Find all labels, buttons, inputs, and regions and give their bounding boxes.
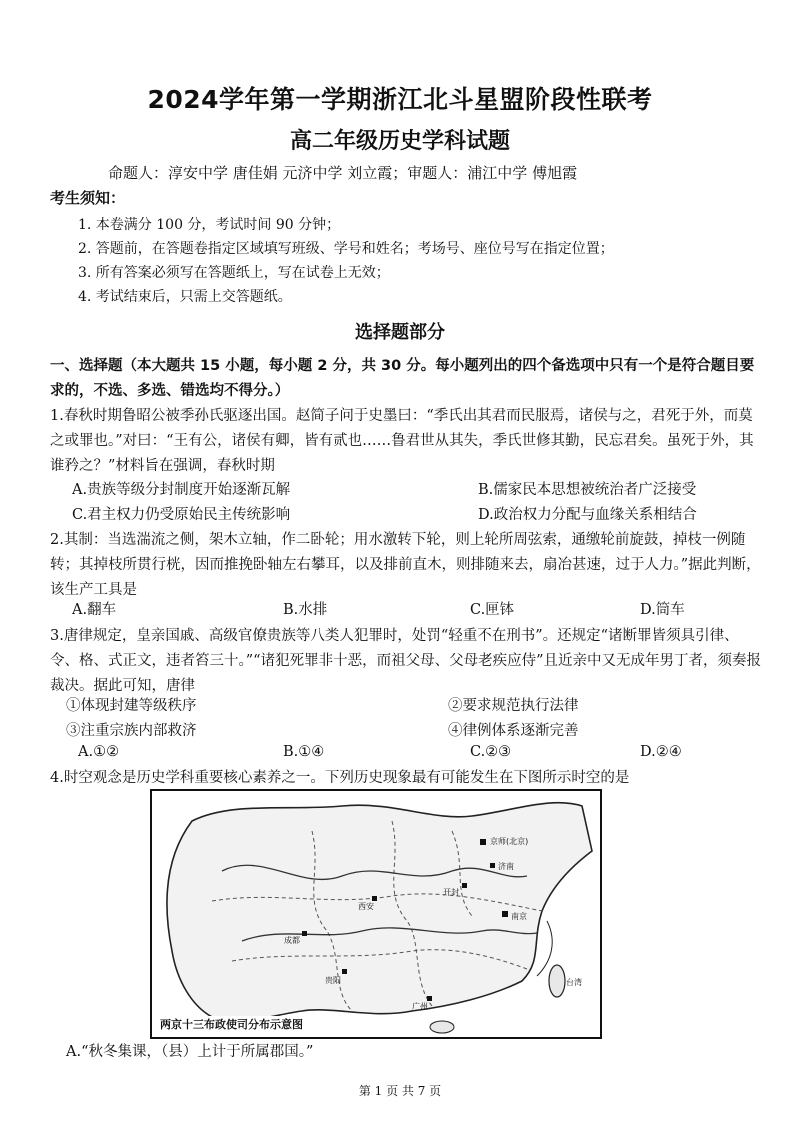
question-4-stem: 4.时空观念是历史学科重要核心素养之一。下列历史现象最有可能发生在下图所示时空的是 xyxy=(50,770,630,786)
question-2-option-b: B.水排 xyxy=(283,602,328,618)
question-3-option-b: B.①④ xyxy=(283,744,325,760)
question-1-stem: 1.春秋时期鲁昭公被季孙氏驱逐出国。赵简子问于史墨曰：“季氏出其君而民服焉，诸侯与之，君死于外，而莫之或罪也。”对曰：“王有公，诸侯有卿，皆有贰也……鲁君世从其失，季氏世修其勤，民忘君矣。虽死于外，其谁矜之？”材料旨在强调，春秋时期 xyxy=(50,408,754,474)
exam-title: 2024学年第一学期浙江北斗星盟阶段性联考 xyxy=(147,85,653,114)
question-3-option-d: D.②④ xyxy=(640,744,682,760)
city-marker-xian xyxy=(372,896,377,901)
question-2-option-a: A.翻车 xyxy=(72,602,117,618)
question-1-option-c: C.君主权力仍受原始民主传统影响 xyxy=(72,507,291,523)
ming-map-graphic xyxy=(152,791,600,1037)
question-2-option-c: C.匣钵 xyxy=(470,602,515,618)
exam-subtitle: 高二年级历史学科试题 xyxy=(289,129,510,154)
question-1-option-b: B.儒家民本思想被统治者广泛接受 xyxy=(478,482,697,498)
notice-item: 3. 所有答案必须写在答题纸上，写在试卷上无效； xyxy=(78,265,390,281)
map-label-jinan: 济南 xyxy=(498,862,514,871)
city-marker-nanjing xyxy=(502,911,508,917)
section-title: 选择题部分 xyxy=(355,322,445,343)
coastline xyxy=(537,921,552,976)
map-label-beijing: 京师(北京) xyxy=(490,837,529,846)
ming-map-figure xyxy=(150,789,602,1039)
notice-item: 1. 本卷满分 100 分，考试时间 90 分钟； xyxy=(78,217,341,233)
notice-heading: 考生须知： xyxy=(50,189,126,207)
city-marker-kaifeng xyxy=(462,883,467,888)
question-3-option-c: C.②③ xyxy=(470,744,512,760)
map-label-guiyang: 贵阳 xyxy=(325,976,341,985)
question-3-statement-4: ④律例体系逐渐完善 xyxy=(448,723,579,739)
map-label-taiwan: 台湾 xyxy=(566,978,582,987)
hainan-island xyxy=(430,1021,454,1033)
map-label-guangzhou: 广州 xyxy=(412,1002,428,1011)
part-heading: 一、选择题（本大题共 15 小题，每小题 2 分，共 30 分。每小题列出的四个备选项中只有一个是符合题目要求的，不选、多选、错选均不得分。） xyxy=(50,358,755,399)
question-3-statement-3: ③注重宗族内部救济 xyxy=(66,723,197,739)
notice-item: 2. 答题前，在答题卷指定区域填写班级、学号和姓名；考场号、座位号写在指定位置； xyxy=(78,241,614,257)
question-2-option-d: D.筒车 xyxy=(640,602,685,618)
question-3-statement-2: ②要求规范执行法律 xyxy=(448,698,579,714)
map-label-xian: 西安 xyxy=(358,902,374,911)
city-marker-chengdu xyxy=(302,931,307,936)
question-2-stem: 2.其制：当选湍流之侧，架木立轴，作二卧轮；用水激转下轮，则上轮所周弦索，通缴轮前旋鼓，掉枝一例随转；其掉枝所贯行桄，因而推挽卧轴左右攀耳，以及排前直木，则排随来去，扇冶甚速，过于人力。”据此判断，该生产工具是 xyxy=(50,532,761,598)
taiwan-island xyxy=(549,965,565,997)
page-footer: 第 1 页 共 7 页 xyxy=(358,1084,442,1098)
city-marker-jinan xyxy=(490,863,495,868)
city-marker-guangzhou xyxy=(427,996,432,1001)
map-label-nanjing: 南京 xyxy=(511,912,527,921)
question-3-statement-1: ①体现封建等级秩序 xyxy=(66,698,197,714)
question-3-option-a: A.①② xyxy=(78,744,120,760)
city-marker-guiyang xyxy=(342,969,347,974)
question-3-stem: 3.唐律规定，皇亲国戚、高级官僚贵族等八类人犯罪时，处罚“轻重不在刑书”。还规定“诸断罪皆须具引律、令、格、式正文，违者笞三十。”“诸犯死罪非十恶，而祖父母、父母老疾应侍”且近亲中又无成年男丁者，须奏报裁决。据此可知，唐律 xyxy=(50,628,761,694)
city-marker-beijing xyxy=(480,839,486,845)
authors-line: 命题人：淳安中学 唐佳娟 元济中学 刘立霞；审题人：浦江中学 傅旭霞 xyxy=(108,164,578,182)
question-1-option-a: A.贵族等级分封制度开始逐渐瓦解 xyxy=(72,482,291,498)
territory-outline xyxy=(167,803,592,1021)
map-label-kaifeng: 开封 xyxy=(443,888,459,897)
map-caption: 两京十三布政使司分布示意图 xyxy=(160,1018,303,1031)
map-label-chengdu: 成都 xyxy=(284,936,300,945)
question-1-option-d: D.政治权力分配与血缘关系相结合 xyxy=(478,507,697,523)
question-4-option-a: A.“秋冬集课，（县）上计于所属郡国。” xyxy=(66,1044,314,1060)
notice-item: 4. 考试结束后，只需上交答题纸。 xyxy=(78,289,292,305)
